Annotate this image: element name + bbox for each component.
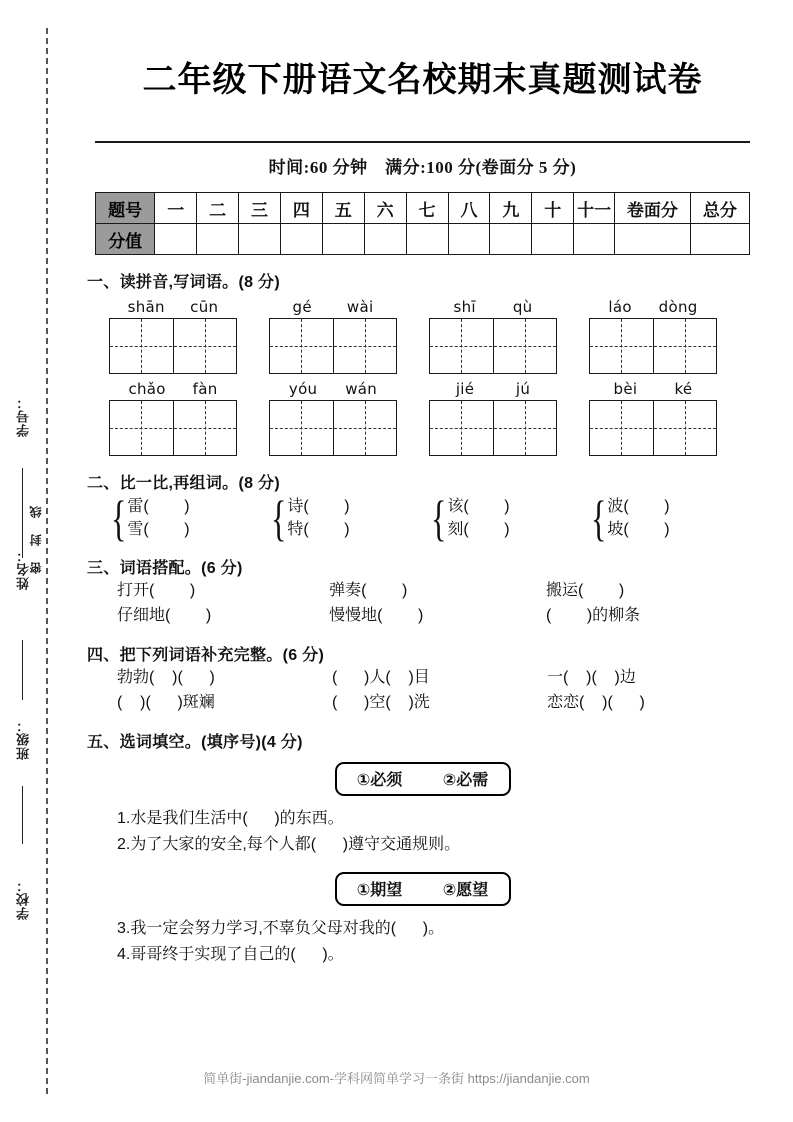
compare-word-bottom[interactable]: 刻( ) bbox=[447, 521, 510, 538]
table-cell-presentation: 卷面分 bbox=[615, 193, 691, 224]
score-table bbox=[95, 192, 750, 255]
seal-line-strip bbox=[0, 0, 62, 1122]
seal-char-feng: 封 bbox=[28, 534, 43, 546]
pinyin-grid-block bbox=[87, 298, 758, 456]
pinyin-syllable: ké bbox=[674, 380, 693, 398]
compare-pair-bo-po bbox=[591, 490, 751, 546]
writing-grid[interactable] bbox=[589, 318, 717, 374]
pinyin-label-shiqu bbox=[429, 298, 557, 318]
score-table-head-score: 分值 bbox=[96, 224, 155, 255]
score-blank-presentation[interactable] bbox=[615, 224, 691, 255]
pinyin-syllable: shān bbox=[127, 298, 165, 316]
collocation-item-dakai[interactable]: 打开( ) bbox=[117, 582, 196, 599]
title-divider bbox=[95, 141, 750, 143]
idiom-item-yibian[interactable]: 一( )( )边 bbox=[547, 669, 636, 686]
fill-question-2[interactable]: 2.为了大家的安全,每个人都( )遵守交通规则。 bbox=[117, 836, 461, 853]
pinyin-syllable: qù bbox=[512, 298, 533, 316]
pinyin-syllable: jú bbox=[515, 380, 531, 398]
pinyin-syllable: cūn bbox=[190, 298, 219, 316]
section-heading-3: 三、词语搭配。(6 分) bbox=[87, 560, 243, 577]
score-blank-3[interactable] bbox=[239, 224, 281, 255]
brace-icon: { bbox=[271, 490, 287, 546]
collocation-line-1 bbox=[87, 578, 758, 603]
collocation-item-tanzou[interactable]: 弹奏( ) bbox=[329, 582, 408, 599]
compare-word-bottom[interactable]: 坡( ) bbox=[607, 521, 670, 538]
option-1-bixu[interactable]: ①必须 bbox=[356, 772, 403, 789]
table-cell-q10: 十 bbox=[532, 193, 574, 224]
option-2-bixu[interactable]: ②必需 bbox=[442, 772, 489, 789]
section-heading-1: 一、读拼音,写词语。(8 分) bbox=[87, 274, 280, 291]
section-heading-4: 四、把下列词语补充完整。(6 分) bbox=[87, 647, 325, 664]
option-2-yuanwang[interactable]: ②愿望 bbox=[442, 882, 489, 899]
pinyin-label-shancun bbox=[109, 298, 237, 318]
pinyin-syllable: bèi bbox=[613, 380, 638, 398]
score-blank-9[interactable] bbox=[490, 224, 532, 255]
pinyin-row-1 bbox=[109, 298, 758, 374]
seal-label-school: 学校： bbox=[15, 878, 31, 920]
pinyin-label-chaofan bbox=[109, 380, 237, 400]
writing-grid[interactable] bbox=[109, 400, 237, 456]
compare-word-bottom[interactable]: 特( ) bbox=[287, 521, 350, 538]
collocation-item-zixide[interactable]: 仔细地( ) bbox=[117, 607, 212, 624]
table-cell-q3: 三 bbox=[239, 193, 281, 224]
pinyin-syllable: shī bbox=[453, 298, 476, 316]
seal-label-student-id: 学号： bbox=[15, 395, 31, 437]
idiom-item-bobo[interactable]: 勃勃( )( ) bbox=[117, 669, 215, 686]
exam-meta-line: 时间:60 分钟 满分:100 分(卷面分 5 分) bbox=[268, 158, 577, 177]
seal-char-mi: 密 bbox=[28, 562, 43, 574]
compare-pair-gai-ke bbox=[431, 490, 591, 546]
table-cell-q5: 五 bbox=[322, 193, 364, 224]
seal-dashed-line bbox=[46, 28, 48, 1094]
table-cell-q11: 十一 bbox=[574, 193, 615, 224]
page-title: 二年级下册语文名校期末真题测试卷 bbox=[142, 62, 703, 99]
table-cell-q2: 二 bbox=[197, 193, 239, 224]
score-table-head-question: 题号 bbox=[96, 193, 155, 224]
compare-pairs-row bbox=[87, 490, 758, 546]
table-cell-q7: 七 bbox=[406, 193, 448, 224]
pinyin-item-shiqu bbox=[429, 298, 589, 374]
pinyin-row-2 bbox=[109, 380, 758, 456]
pinyin-label-beike bbox=[589, 380, 717, 400]
pinyin-syllable: fàn bbox=[192, 380, 218, 398]
pinyin-item-chaofan bbox=[109, 380, 269, 456]
pinyin-label-gewai bbox=[269, 298, 397, 318]
brace-icon: { bbox=[591, 490, 607, 546]
section-heading-2: 二、比一比,再组词。(8 分) bbox=[87, 475, 280, 492]
idiom-line-1 bbox=[87, 665, 758, 690]
score-blank-1[interactable] bbox=[155, 224, 197, 255]
fill-question-4[interactable]: 4.哥哥终于实现了自己的( )。 bbox=[117, 946, 344, 963]
section-heading-5: 五、选词填空。(填序号)(4 分) bbox=[87, 734, 303, 751]
collocation-item-manmande[interactable]: 慢慢地( ) bbox=[329, 607, 424, 624]
score-blank-11[interactable] bbox=[574, 224, 615, 255]
writing-grid[interactable] bbox=[109, 318, 237, 374]
pinyin-item-youwan bbox=[269, 380, 429, 456]
option-box-bixu-bixu bbox=[335, 762, 511, 796]
score-blank-10[interactable] bbox=[532, 224, 574, 255]
collocation-item-liutiao[interactable]: ( )的柳条 bbox=[545, 607, 641, 624]
pinyin-syllable: láo bbox=[608, 298, 632, 316]
brace-icon: { bbox=[431, 490, 447, 546]
exam-page bbox=[62, 0, 793, 1122]
idiom-item-lianlian[interactable]: 恋恋( )( ) bbox=[547, 694, 645, 711]
seal-rule-3 bbox=[22, 640, 23, 700]
brace-icon: { bbox=[111, 490, 127, 546]
table-cell-q4: 四 bbox=[280, 193, 322, 224]
table-row-score-values bbox=[96, 224, 750, 255]
pinyin-item-laodong bbox=[589, 298, 749, 374]
table-cell-q1: 一 bbox=[155, 193, 197, 224]
writing-grid[interactable] bbox=[429, 318, 557, 374]
pinyin-syllable: dòng bbox=[658, 298, 698, 316]
compare-word-top[interactable]: 诗( ) bbox=[287, 498, 350, 515]
collocation-item-banyun[interactable]: 搬运( ) bbox=[545, 582, 625, 599]
table-row-question-numbers bbox=[96, 193, 750, 224]
collocation-line-2 bbox=[87, 603, 758, 628]
option-box-qiwang-yuanwang bbox=[335, 872, 511, 906]
score-blank-total[interactable] bbox=[690, 224, 749, 255]
compare-word-top[interactable]: 波( ) bbox=[607, 498, 670, 515]
compare-pair-lei-xue bbox=[111, 490, 271, 546]
pinyin-item-gewai bbox=[269, 298, 429, 374]
pinyin-syllable: wài bbox=[346, 298, 374, 316]
pinyin-syllable: gé bbox=[292, 298, 312, 316]
compare-word-top[interactable]: 该( ) bbox=[447, 498, 510, 515]
pinyin-syllable: wán bbox=[345, 380, 378, 398]
idiom-item-renmu[interactable]: ( )人( )目 bbox=[332, 669, 430, 686]
compare-pair-shi-te bbox=[271, 490, 431, 546]
compare-word-top[interactable]: 雷( ) bbox=[127, 498, 190, 515]
pinyin-label-laodong bbox=[589, 298, 717, 318]
writing-grid[interactable] bbox=[589, 400, 717, 456]
pinyin-label-youwan bbox=[269, 380, 397, 400]
footer-watermark: 简单街-jiandanjie.com-学科网简单学习一条街 https://jiandanjie.com bbox=[203, 1071, 590, 1086]
score-blank-6[interactable] bbox=[364, 224, 406, 255]
pinyin-syllable: yóu bbox=[288, 380, 318, 398]
seal-char-xian: 线 bbox=[28, 506, 43, 518]
score-blank-7[interactable] bbox=[406, 224, 448, 255]
compare-word-bottom[interactable]: 雪( ) bbox=[127, 521, 190, 538]
score-blank-4[interactable] bbox=[280, 224, 322, 255]
idiom-item-banlan[interactable]: ( )( )斑斓 bbox=[117, 694, 215, 711]
pinyin-label-jieju bbox=[429, 380, 557, 400]
pinyin-item-shancun bbox=[109, 298, 269, 374]
seal-label-name: 姓名： bbox=[15, 548, 31, 590]
writing-grid[interactable] bbox=[429, 400, 557, 456]
score-blank-2[interactable] bbox=[197, 224, 239, 255]
seal-rule-2 bbox=[22, 508, 23, 558]
seal-rule-4 bbox=[22, 786, 23, 844]
writing-grid[interactable] bbox=[269, 318, 397, 374]
pinyin-item-jieju bbox=[429, 380, 589, 456]
idiom-line-2 bbox=[87, 690, 758, 715]
pinyin-item-beike bbox=[589, 380, 749, 456]
table-cell-q8: 八 bbox=[448, 193, 490, 224]
fill-question-1[interactable]: 1.水是我们生活中( )的东西。 bbox=[117, 810, 344, 827]
score-blank-8[interactable] bbox=[448, 224, 490, 255]
idiom-item-kongxi[interactable]: ( )空( )洗 bbox=[332, 694, 430, 711]
writing-grid[interactable] bbox=[269, 400, 397, 456]
fill-question-3[interactable]: 3.我一定会努力学习,不辜负父母对我的( )。 bbox=[117, 920, 445, 937]
option-1-qiwang[interactable]: ①期望 bbox=[356, 882, 403, 899]
seal-label-class: 班级： bbox=[15, 718, 31, 760]
pinyin-syllable: jié bbox=[455, 380, 475, 398]
table-cell-q6: 六 bbox=[364, 193, 406, 224]
pinyin-syllable: chǎo bbox=[128, 380, 166, 398]
table-cell-total: 总分 bbox=[690, 193, 749, 224]
table-cell-q9: 九 bbox=[490, 193, 532, 224]
score-blank-5[interactable] bbox=[322, 224, 364, 255]
